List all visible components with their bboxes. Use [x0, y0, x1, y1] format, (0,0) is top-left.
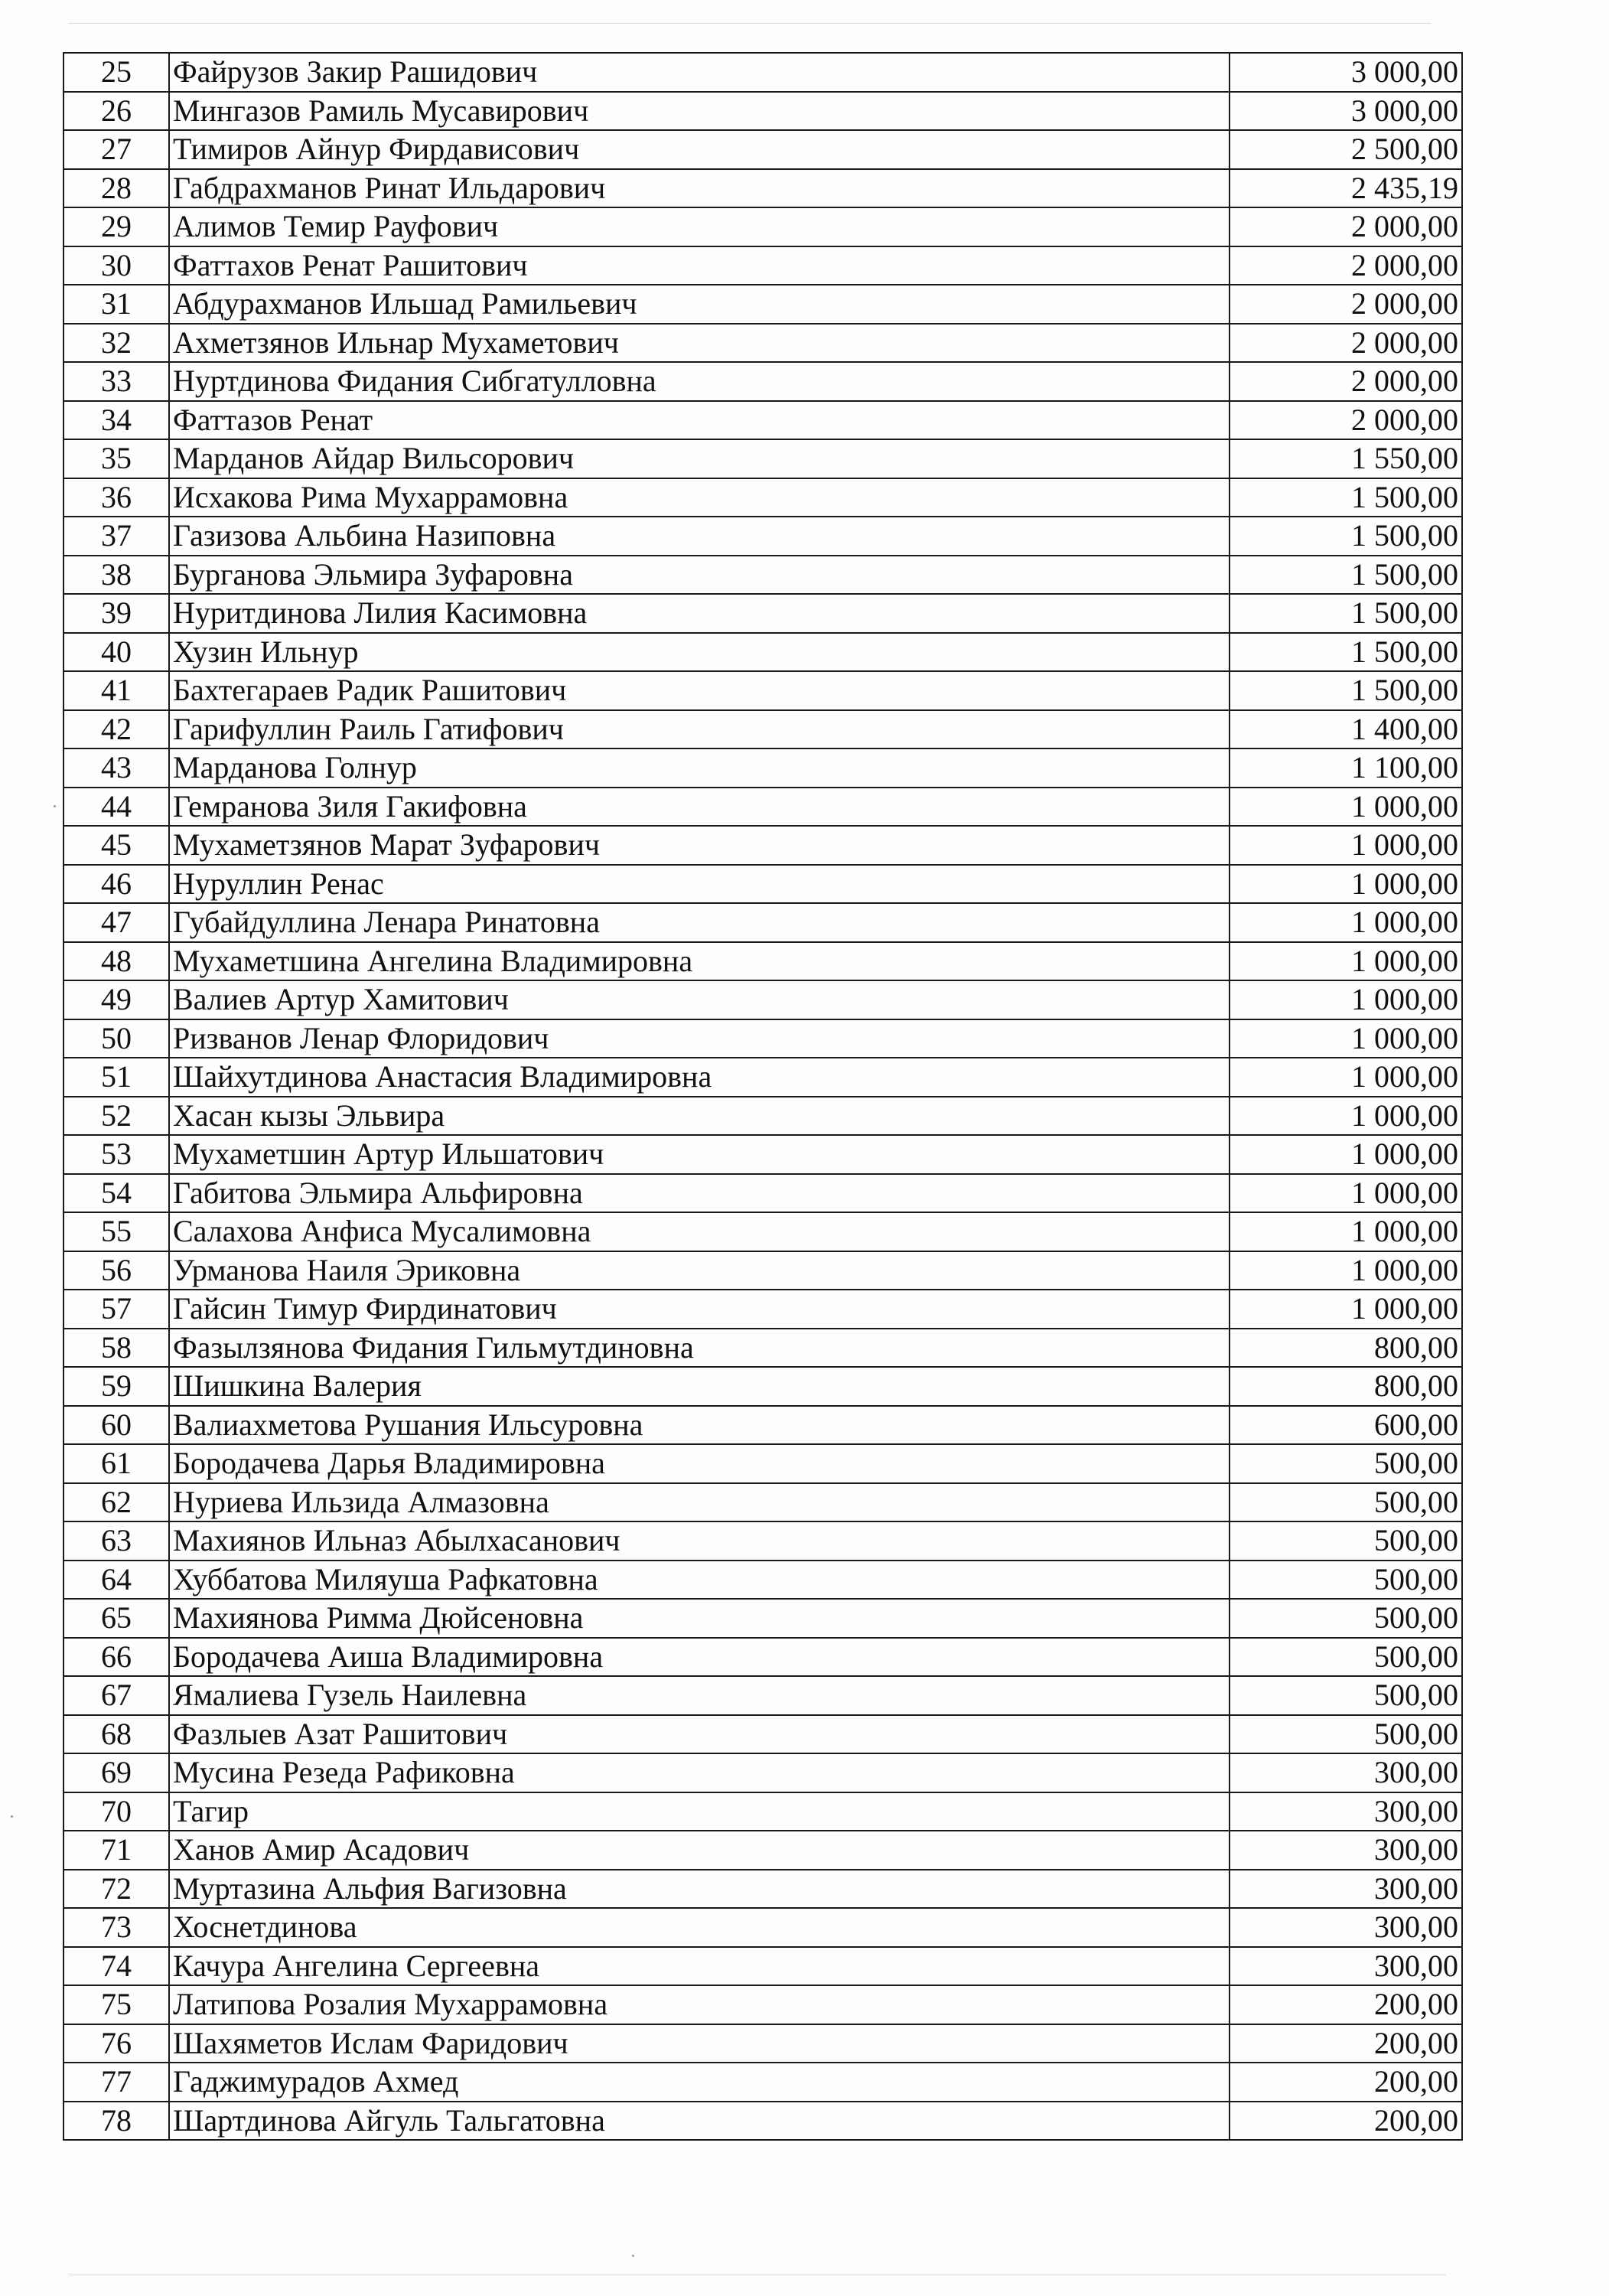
- table-row: [64, 1483, 1462, 1522]
- table-row: [64, 517, 1462, 556]
- donation-amount: 1 000,00: [1230, 788, 1462, 827]
- table-row: [64, 1212, 1462, 1251]
- row-number: 34: [64, 401, 169, 440]
- table-row: [64, 1444, 1462, 1483]
- table-row: [64, 478, 1462, 517]
- donor-name: Шартдинова Айгуль Тальгатовна: [169, 2102, 1230, 2141]
- donation-amount: 200,00: [1230, 2102, 1462, 2141]
- donation-amount: 2 500,00: [1230, 130, 1462, 169]
- donor-name: Махиянова Римма Дюйсеновна: [169, 1599, 1230, 1638]
- row-number: 61: [64, 1444, 169, 1483]
- row-number: 54: [64, 1174, 169, 1213]
- donor-name: Шахяметов Ислам Фаридович: [169, 2024, 1230, 2063]
- donation-amount: 200,00: [1230, 2063, 1462, 2102]
- donor-name: Мингазов Рамиль Мусавирович: [169, 92, 1230, 131]
- row-number: 71: [64, 1831, 169, 1870]
- donation-amount: 800,00: [1230, 1329, 1462, 1368]
- row-number: 55: [64, 1212, 169, 1251]
- table-row: [64, 53, 1462, 92]
- donor-name: Алимов Темир Рауфович: [169, 207, 1230, 246]
- scan-artifact-top-line: [69, 23, 1431, 24]
- table-row: [64, 1019, 1462, 1058]
- donor-name: Гаджимурадов Ахмед: [169, 2063, 1230, 2102]
- donor-name: Хузин Ильнур: [169, 633, 1230, 672]
- donation-amount: 1 000,00: [1230, 826, 1462, 865]
- donor-table: [63, 52, 1463, 2141]
- donation-amount: 1 000,00: [1230, 1135, 1462, 1174]
- donation-amount: 200,00: [1230, 1985, 1462, 2024]
- table-row: [64, 1676, 1462, 1715]
- row-number: 42: [64, 710, 169, 749]
- scan-artifact-dot: [11, 1815, 13, 1818]
- table-row: [64, 2024, 1462, 2063]
- donor-name: Муртазина Альфия Вагизовна: [169, 1870, 1230, 1909]
- donor-name: Валиев Артур Хамитович: [169, 980, 1230, 1019]
- table-row: [64, 1831, 1462, 1870]
- donation-amount: 1 500,00: [1230, 478, 1462, 517]
- donor-name: Махиянов Ильназ Абылхасанович: [169, 1521, 1230, 1561]
- row-number: 48: [64, 942, 169, 981]
- donation-amount: 2 000,00: [1230, 401, 1462, 440]
- table-row: [64, 1329, 1462, 1368]
- row-number: 74: [64, 1947, 169, 1986]
- donor-name: Хуббатова Миляуша Рафкатовна: [169, 1561, 1230, 1600]
- table-row: [64, 169, 1462, 208]
- donor-name: Хоснетдинова: [169, 1908, 1230, 1947]
- table-row: [64, 1097, 1462, 1136]
- table-row: [64, 594, 1462, 633]
- donation-amount: 500,00: [1230, 1599, 1462, 1638]
- donor-name: Марданова Голнур: [169, 748, 1230, 788]
- donation-amount: 500,00: [1230, 1715, 1462, 1754]
- donor-name: Салахова Анфиса Мусалимовна: [169, 1212, 1230, 1251]
- donation-amount: 500,00: [1230, 1561, 1462, 1600]
- table-row: [64, 1174, 1462, 1213]
- donation-amount: 1 000,00: [1230, 1251, 1462, 1290]
- table-row: [64, 865, 1462, 904]
- row-number: 40: [64, 633, 169, 672]
- table-row: [64, 1638, 1462, 1677]
- table-row: [64, 2102, 1462, 2141]
- donation-amount: 600,00: [1230, 1406, 1462, 1445]
- row-number: 46: [64, 865, 169, 904]
- table-row: [64, 1058, 1462, 1097]
- table-row: [64, 903, 1462, 942]
- donor-name: Бурганова Эльмира Зуфаровна: [169, 556, 1230, 595]
- donation-amount: 2 000,00: [1230, 246, 1462, 285]
- donation-amount: 500,00: [1230, 1444, 1462, 1483]
- donor-name: Мухаметшин Артур Ильшатович: [169, 1135, 1230, 1174]
- row-number: 51: [64, 1058, 169, 1097]
- row-number: 65: [64, 1599, 169, 1638]
- donor-name: Хасан кызы Эльвира: [169, 1097, 1230, 1136]
- donor-name: Бородачева Аиша Владимировна: [169, 1638, 1230, 1677]
- table-row: [64, 285, 1462, 324]
- row-number: 68: [64, 1715, 169, 1754]
- donor-name: Мухаметзянов Марат Зуфарович: [169, 826, 1230, 865]
- row-number: 47: [64, 903, 169, 942]
- donation-amount: 1 000,00: [1230, 942, 1462, 981]
- donation-amount: 200,00: [1230, 2024, 1462, 2063]
- table-row: [64, 1406, 1462, 1445]
- donation-amount: 2 000,00: [1230, 362, 1462, 401]
- row-number: 67: [64, 1676, 169, 1715]
- row-number: 59: [64, 1367, 169, 1406]
- table-row: [64, 671, 1462, 710]
- row-number: 58: [64, 1329, 169, 1368]
- donor-name: Шайхутдинова Анастасия Владимировна: [169, 1058, 1230, 1097]
- donor-name: Нуриева Ильзида Алмазовна: [169, 1483, 1230, 1522]
- donation-amount: 300,00: [1230, 1792, 1462, 1831]
- donor-name: Газизова Альбина Назиповна: [169, 517, 1230, 556]
- table-row: [64, 1715, 1462, 1754]
- donation-amount: 1 400,00: [1230, 710, 1462, 749]
- donor-name: Абдурахманов Ильшад Рамильевич: [169, 285, 1230, 324]
- row-number: 49: [64, 980, 169, 1019]
- scan-artifact-dot: [632, 2255, 634, 2257]
- donor-name: Качура Ангелина Сергеевна: [169, 1947, 1230, 1986]
- donor-name: Фазылзянова Фидания Гильмутдиновна: [169, 1329, 1230, 1368]
- donor-name: Урманова Наиля Эриковна: [169, 1251, 1230, 1290]
- table-row: [64, 324, 1462, 363]
- table-row: [64, 2063, 1462, 2102]
- donor-name: Файрузов Закир Рашидович: [169, 53, 1230, 92]
- donor-name: Исхакова Рима Мухаррамовна: [169, 478, 1230, 517]
- row-number: 39: [64, 594, 169, 633]
- table-row: [64, 1599, 1462, 1638]
- row-number: 75: [64, 1985, 169, 2024]
- table-row: [64, 980, 1462, 1019]
- row-number: 26: [64, 92, 169, 131]
- donation-amount: 800,00: [1230, 1367, 1462, 1406]
- donation-amount: 1 000,00: [1230, 1290, 1462, 1329]
- donor-name: Шишкина Валерия: [169, 1367, 1230, 1406]
- row-number: 77: [64, 2063, 169, 2102]
- donor-name: Бородачева Дарья Владимировна: [169, 1444, 1230, 1483]
- row-number: 25: [64, 53, 169, 92]
- row-number: 52: [64, 1097, 169, 1136]
- table-row: [64, 92, 1462, 131]
- donor-name: Латипова Розалия Мухаррамовна: [169, 1985, 1230, 2024]
- row-number: 36: [64, 478, 169, 517]
- donation-amount: 3 000,00: [1230, 53, 1462, 92]
- donor-name: Гайсин Тимур Фирдинатович: [169, 1290, 1230, 1329]
- table-row: [64, 1792, 1462, 1831]
- donation-amount: 500,00: [1230, 1521, 1462, 1561]
- donor-name: Ханов Амир Асадович: [169, 1831, 1230, 1870]
- table-row: [64, 1251, 1462, 1290]
- row-number: 35: [64, 439, 169, 478]
- row-number: 69: [64, 1753, 169, 1792]
- donation-amount: 1 000,00: [1230, 1019, 1462, 1058]
- donation-amount: 2 435,19: [1230, 169, 1462, 208]
- donation-amount: 500,00: [1230, 1483, 1462, 1522]
- row-number: 78: [64, 2102, 169, 2141]
- donation-amount: 1 500,00: [1230, 594, 1462, 633]
- row-number: 29: [64, 207, 169, 246]
- row-number: 50: [64, 1019, 169, 1058]
- table-row: [64, 710, 1462, 749]
- table-row: [64, 556, 1462, 595]
- table-row: [64, 826, 1462, 865]
- table-row: [64, 1985, 1462, 2024]
- donor-name: Гемранова Зиля Гакифовна: [169, 788, 1230, 827]
- donation-amount: 500,00: [1230, 1676, 1462, 1715]
- row-number: 41: [64, 671, 169, 710]
- row-number: 45: [64, 826, 169, 865]
- donation-amount: 1 000,00: [1230, 1212, 1462, 1251]
- donation-amount: 1 000,00: [1230, 1058, 1462, 1097]
- donation-amount: 1 500,00: [1230, 633, 1462, 672]
- row-number: 27: [64, 130, 169, 169]
- table-row: [64, 1870, 1462, 1909]
- donation-amount: 1 500,00: [1230, 671, 1462, 710]
- row-number: 53: [64, 1135, 169, 1174]
- donor-name: Фаттахов Ренат Рашитович: [169, 246, 1230, 285]
- donor-name: Тагир: [169, 1792, 1230, 1831]
- table-row: [64, 1521, 1462, 1561]
- table-row: [64, 633, 1462, 672]
- row-number: 70: [64, 1792, 169, 1831]
- donor-name: Габдрахманов Ринат Ильдарович: [169, 169, 1230, 208]
- row-number: 32: [64, 324, 169, 363]
- table-row: [64, 207, 1462, 246]
- row-number: 44: [64, 788, 169, 827]
- row-number: 37: [64, 517, 169, 556]
- row-number: 43: [64, 748, 169, 788]
- table-row: [64, 130, 1462, 169]
- row-number: 73: [64, 1908, 169, 1947]
- row-number: 30: [64, 246, 169, 285]
- donation-amount: 1 000,00: [1230, 903, 1462, 942]
- donor-name: Мусина Резеда Рафиковна: [169, 1753, 1230, 1792]
- donor-name: Бахтегараев Радик Рашитович: [169, 671, 1230, 710]
- table-row: [64, 1947, 1462, 1986]
- row-number: 28: [64, 169, 169, 208]
- row-number: 38: [64, 556, 169, 595]
- donor-name: Нуртдинова Фидания Сибгатулловна: [169, 362, 1230, 401]
- donation-amount: 2 000,00: [1230, 285, 1462, 324]
- donation-amount: 3 000,00: [1230, 92, 1462, 131]
- table-row: [64, 748, 1462, 788]
- donation-amount: 300,00: [1230, 1947, 1462, 1986]
- donation-amount: 1 500,00: [1230, 517, 1462, 556]
- row-number: 57: [64, 1290, 169, 1329]
- row-number: 63: [64, 1521, 169, 1561]
- donation-amount: 2 000,00: [1230, 324, 1462, 363]
- donor-name: Ризванов Ленар Флоридович: [169, 1019, 1230, 1058]
- table-row: [64, 1908, 1462, 1947]
- donation-amount: 300,00: [1230, 1870, 1462, 1909]
- table-row: [64, 1135, 1462, 1174]
- donor-name: Фазлыев Азат Рашитович: [169, 1715, 1230, 1754]
- donation-amount: 300,00: [1230, 1753, 1462, 1792]
- row-number: 60: [64, 1406, 169, 1445]
- row-number: 62: [64, 1483, 169, 1522]
- row-number: 72: [64, 1870, 169, 1909]
- donor-name: Габитова Эльмира Альфировна: [169, 1174, 1230, 1213]
- row-number: 64: [64, 1561, 169, 1600]
- donation-amount: 300,00: [1230, 1908, 1462, 1947]
- row-number: 31: [64, 285, 169, 324]
- donor-name: Ахметзянов Ильнар Мухаметович: [169, 324, 1230, 363]
- table-row: [64, 246, 1462, 285]
- row-number: 66: [64, 1638, 169, 1677]
- donation-amount: 1 000,00: [1230, 1174, 1462, 1213]
- table-row: [64, 1290, 1462, 1329]
- donor-name: Тимиров Айнур Фирдависович: [169, 130, 1230, 169]
- donation-amount: 1 550,00: [1230, 439, 1462, 478]
- donor-name: Валиахметова Рушания Ильсуровна: [169, 1406, 1230, 1445]
- table-row: [64, 362, 1462, 401]
- table-row: [64, 788, 1462, 827]
- donor-name: Нуритдинова Лилия Касимовна: [169, 594, 1230, 633]
- donation-amount: 2 000,00: [1230, 207, 1462, 246]
- table-row: [64, 1753, 1462, 1792]
- donor-name: Марданов Айдар Вильсорович: [169, 439, 1230, 478]
- donor-name: Фаттазов Ренат: [169, 401, 1230, 440]
- donor-name: Мухаметшина Ангелина Владимировна: [169, 942, 1230, 981]
- donation-amount: 1 000,00: [1230, 980, 1462, 1019]
- donor-name: Губайдуллина Ленара Ринатовна: [169, 903, 1230, 942]
- donation-amount: 1 500,00: [1230, 556, 1462, 595]
- row-number: 56: [64, 1251, 169, 1290]
- donor-name: Ямалиева Гузель Наилевна: [169, 1676, 1230, 1715]
- row-number: 76: [64, 2024, 169, 2063]
- donation-amount: 1 000,00: [1230, 1097, 1462, 1136]
- donor-name: Гарифуллин Раиль Гатифович: [169, 710, 1230, 749]
- table-row: [64, 401, 1462, 440]
- donor-name: Нуруллин Ренас: [169, 865, 1230, 904]
- donation-amount: 300,00: [1230, 1831, 1462, 1870]
- row-number: 33: [64, 362, 169, 401]
- table-row: [64, 439, 1462, 478]
- donation-amount: 500,00: [1230, 1638, 1462, 1677]
- table-row: [64, 1561, 1462, 1600]
- donor-table-body: [64, 53, 1462, 2140]
- table-row: [64, 1367, 1462, 1406]
- scan-artifact-dot: [54, 805, 56, 807]
- table-row: [64, 942, 1462, 981]
- donation-amount: 1 000,00: [1230, 865, 1462, 904]
- donation-amount: 1 100,00: [1230, 748, 1462, 788]
